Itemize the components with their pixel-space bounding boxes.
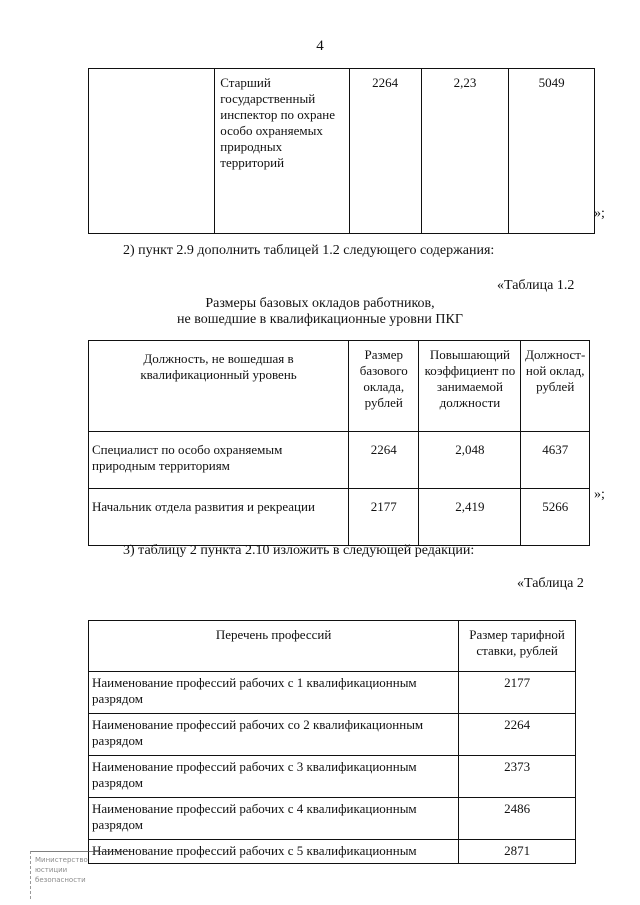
table-cell-empty: [89, 69, 215, 234]
rate-cell: 2373: [459, 756, 576, 798]
profession-cell: Наименование профессий рабочих с 3 квалификационным разрядом: [89, 756, 459, 798]
profession-cell: Наименование профессий рабочих с 5 квалификационным: [89, 840, 459, 864]
base-salary-cell: 2264: [349, 432, 419, 489]
table-1-2-label: «Таблица 1.2: [497, 278, 575, 293]
table-row: [89, 432, 590, 489]
stamp-line: Министерство: [35, 856, 88, 864]
table-header-row: [89, 621, 576, 672]
salary-cell: 4637: [521, 432, 590, 489]
continued-table: [88, 68, 595, 234]
table-row: [89, 672, 576, 714]
base-salary-cell: 2264: [349, 69, 421, 234]
table-row: [89, 714, 576, 756]
header-rate: Размер тарифной ставки, рублей: [459, 621, 576, 672]
table-1-2-title-line2: не вошедшие в квалификационные уровни ПКГ: [177, 312, 463, 327]
table-row: [89, 69, 595, 234]
rate-cell: 2177: [459, 672, 576, 714]
rate-cell: 2871: [459, 840, 576, 864]
table-1-2: [88, 340, 590, 546]
salary-cell: 5049: [509, 69, 595, 234]
position-cell: Начальник отдела развития и рекреации: [89, 489, 349, 546]
table-row: [89, 840, 576, 864]
profession-cell: Наименование профессий рабочих со 2 квалификационным разрядом: [89, 714, 459, 756]
rate-cell: 2486: [459, 798, 576, 840]
coefficient-cell: 2,419: [419, 489, 521, 546]
profession-cell: Наименование профессий рабочих с 4 квалификационным разрядом: [89, 798, 459, 840]
salary-cell: 5266: [521, 489, 590, 546]
header-coefficient: Повышающий коэффициент по занимаемой должности: [419, 341, 521, 432]
coefficient-cell: 2,23: [421, 69, 509, 234]
header-position: Должность, не вошедшая в квалификационный уровень: [89, 341, 349, 432]
table-1-2-closing-quote: »;: [594, 487, 605, 502]
stamp-line: безопасности: [35, 876, 86, 884]
base-salary-cell: 2177: [349, 489, 419, 546]
table-1-2-title-line1: Размеры базовых окладов работников,: [205, 296, 435, 311]
table-row: [89, 489, 590, 546]
profession-cell: Наименование профессий рабочих с 1 квалификационным разрядом: [89, 672, 459, 714]
position-cell: Старший государственный инспектор по охране особо охраняемых природных территорий: [215, 69, 349, 234]
position-cell: Специалист по особо охраняемым природным территориям: [89, 432, 349, 489]
stamp-line: юстиции: [35, 866, 68, 874]
rate-cell: 2264: [459, 714, 576, 756]
page-number: 4: [316, 38, 324, 54]
coefficient-cell: 2,048: [419, 432, 521, 489]
paragraph-3: 3) таблицу 2 пункта 2.10 изложить в следующей редакции:: [123, 543, 475, 558]
header-base-salary: Размер базового оклада, рублей: [349, 341, 419, 432]
header-salary: Должност-ной оклад, рублей: [521, 341, 590, 432]
table-2-label: «Таблица 2: [517, 576, 584, 591]
table1-closing-quote: »;: [594, 206, 605, 221]
table-row: [89, 798, 576, 840]
header-professions: Перечень профессий: [89, 621, 459, 672]
paragraph-2: 2) пункт 2.9 дополнить таблицей 1.2 следующего содержания:: [123, 243, 495, 258]
registration-stamp: [30, 851, 132, 899]
table-2: [88, 620, 576, 864]
table-row: [89, 756, 576, 798]
table-header-row: [89, 341, 590, 432]
